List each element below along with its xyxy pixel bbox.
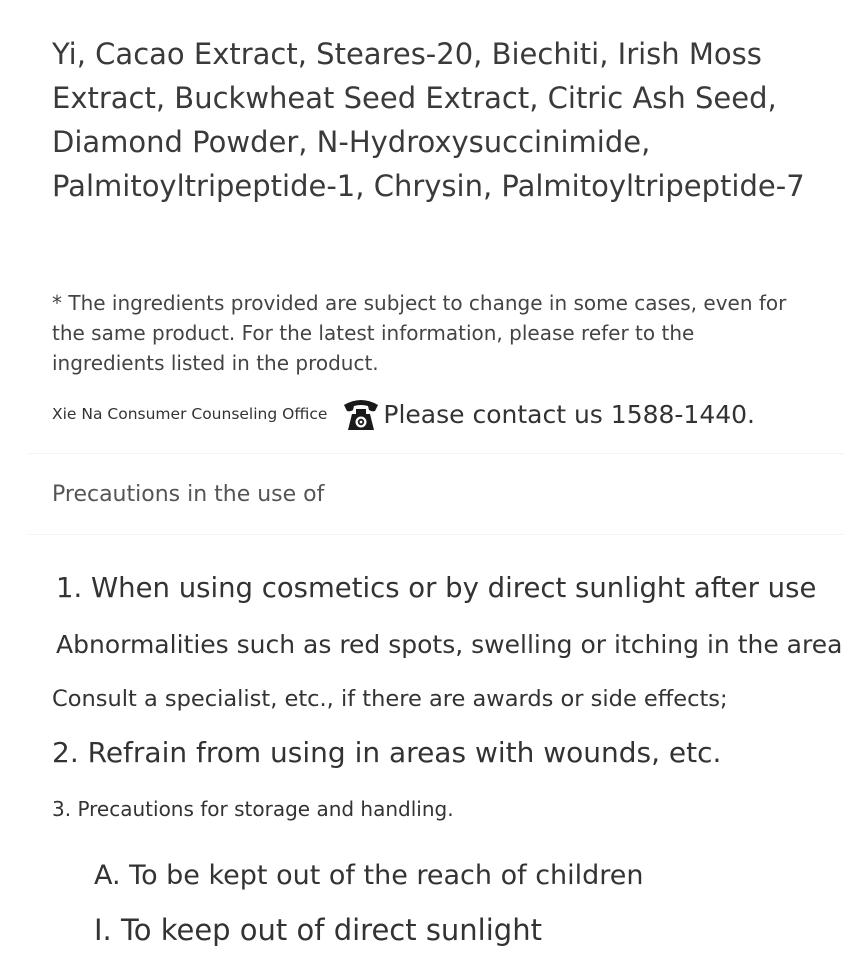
precaution-line: 2. Refrain from using in areas with wounds, etc. xyxy=(52,736,722,769)
precaution-line: 3. Precautions for storage and handling. xyxy=(52,797,454,821)
contact-phone-text: Please contact us 1588-1440. xyxy=(383,399,755,429)
consumer-contact xyxy=(52,392,842,436)
precautions-title: Precautions in the use of xyxy=(52,482,325,507)
precaution-line: Consult a specialist, etc., if there are awards or side effects; xyxy=(52,686,728,712)
office-label: Xie Na Consumer Counseling Office xyxy=(52,405,328,423)
storage-item: I. To keep out of direct sunlight xyxy=(94,913,542,947)
divider xyxy=(28,453,844,454)
telephone-icon xyxy=(341,396,381,432)
ingredients-list: Yi, Cacao Extract, Steares-20, Biechiti, Irish Moss Extract, Buckwheat Seed Extract, Citric Ash Seed, Diamond Powder, N-Hydroxysuccinimide, Palmitoyltripeptide-1, Chrysin, Palmitoyltripeptide-7 xyxy=(52,37,805,203)
storage-item: A. To be kept out of the reach of children xyxy=(94,860,644,891)
divider xyxy=(28,534,844,535)
precaution-line: Abnormalities such as red spots, swelling or itching in the area xyxy=(56,630,843,659)
precaution-line: 1. When using cosmetics or by direct sunlight after use xyxy=(56,572,817,604)
ingredients-notice: * The ingredients provided are subject to change in some cases, even for the same product. For the latest information, please refer to the ingredients listed in the product. xyxy=(52,291,787,375)
